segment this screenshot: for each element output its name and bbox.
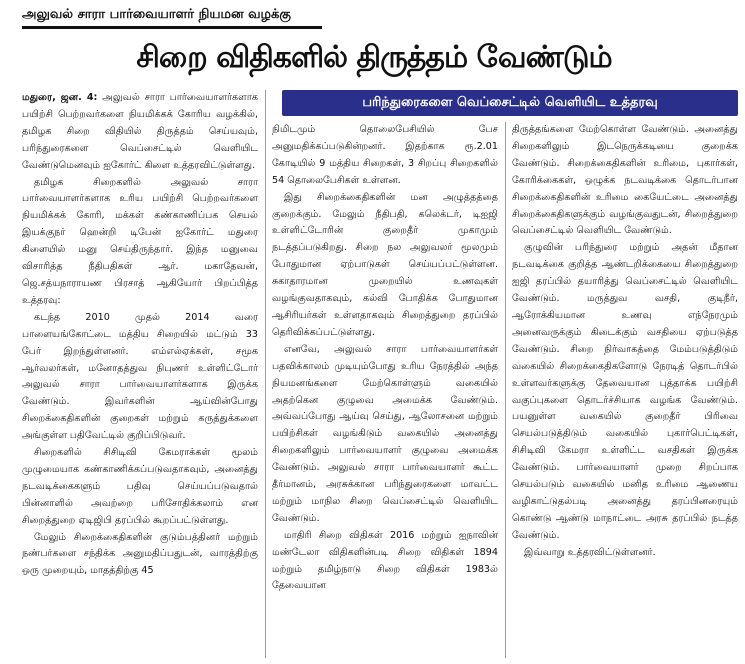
column-divider: [505, 122, 506, 658]
paragraph: திருத்தங்களை மேற்கொள்ள வேண்டும். அனைத்து சிறைகளிலும் இடநெருக்கடியை குறைக்க வேண்டும். சிறைக்கைதிகளின் உரிமை, புகார்கள், கோரிக்கைகள், ஒழுக்க நடவடிக்கை தொடர்பான சிறைக்கைதிகளின் உரிமை கையேட்டை அனைத்து சிறைக்கைதிகளுக்கும் வழங்குவதுடன், சிறைத்துறை வெப்சைட்டில் வெளியிட வேண்டும்.: [512, 124, 738, 237]
paragraph: இவ்வாறு உத்தரவிட்டுள்ளனர்.: [524, 546, 656, 558]
article-column-2: [272, 122, 498, 658]
paragraph: இது சிறைக்கைதிகளின் மன அழுத்தத்தை குறைக்கும். மேலும் நீதிபதி, கலெக்டர், டிஐஜி உள்ளிட்டோரின் குறைதீர் முகாமும் நடத்தப்படுகிறது. சிறை நல அலுவலர் மூலமும் போதுமான ஏற்பாடுகள் செய்யப்பட்டுள்ளன. சுகாதாரமான முறையில் உணவுகள் வழங்குவதாகவும், கல்வி போதிக்க போதுமான ஆசிரியர்கள் உள்ளதாகவும் சிறைத்துறை தரப்பில் தெரிவிக்கப்பட்டுள்ளது.: [272, 191, 498, 338]
article-column-1: [22, 90, 258, 658]
paragraph: எனவே, அலுவல் சாரா பார்வையாளர்கள் பதவிக்காலம் முடியும்போது உரிய நேரத்தில் அந்த நியமனங்களை மேற்கொள்ளும் வகையில் அதற்கென குழுவை அமைக்க வேண்டும். அவ்வப்போது ஆய்வு செய்து, ஆலோசனை மற்றும் பயிற்சிகள் வழங்கிடும் வகையில் அனைத்து சிறைகளிலும் பார்வையாளர் குழுவை அமைக்க வேண்டும். அலுவல் சாரா பார்வையாளர் கூட்ட தீர்மானம், அரசுக்கான பரிந்துரைகளை மாவட்ட மற்றும் மாநில சிறை வெப்சைட்டில் வெளியிட வேண்டும்.: [272, 343, 498, 524]
paragraph: மேலும் சிறைக்கைதிகளின் குடும்பத்தினர் மற்றும் நண்பர்களை சந்திக்க அனுமதிப்பதுடன், வாரத்திற்கு ஒரு முறையும், மாதத்திற்கு 45: [22, 531, 258, 577]
paragraph: சிறைகளில் சிசிடிவி கேமராக்கள் மூலம் முழுமையாக கண்காணிக்கப்படுவதாகவும், அனைத்து நடவடிக்கைகளும் பதிவு செய்யப்படுவதால் பின்னாளில் அவற்றை பரிசோதிக்கலாம் என சிறைத்துறை ஏடிஜிபி தரப்பில் கூறப்பட்டுள்ளது.: [22, 447, 258, 526]
paragraph: மாதிரி சிறை விதிகள் 2016 மற்றும் ஐநாவின் மண்டேலா விதிகளின்படி சிறை விதிகள் 1894 மற்றும் தமிழ்நாடு சிறை விதிகள் 1983ல் தேவையான: [272, 529, 498, 592]
dateline: மதுரை, ஜன. 4:: [22, 92, 98, 103]
article-headline: சிறை விதிகளில் திருத்தம் வேண்டும்: [136, 40, 612, 75]
paragraph-text: அலுவல் சாரா பார்வையாளர்களாக பயிற்சி பெற்றவர்களை நியமிக்கக் கோரிய வழக்கில், தமிழக சிறை விதியில் திருத்தம் செய்யவும், பரிந்துரைகளை வெப்சைட்டில் வெளியிட வேண்டுமெனவும் ஐகோர்ட் கிளை உத்தரவிட்டுள்ளது.: [22, 92, 258, 171]
paragraph: குழுவின் பரிந்துரை மற்றும் அதன் மீதான நடவடிக்கை குறித்த ஆண்டறிக்கையை சிறைத்துறை ஐஜி தரப்பில் தயாரித்து வெப்சைட்டில் வெளியிட வேண்டும். மருத்துவ வசதி, குடிநீர், ஆரோக்கியமான உணவு எந்நேரமும் அனைவருக்கும் கிடைக்கும் வசதியை ஏற்படுத்த வேண்டும். சிறை நிர்வாகத்தை மேம்படுத்திடும் வகையில் சிறைக்கைதிகளோடு நேரடித் தொடர்பில் உள்ளவர்களுக்கு தேவையான புத்தாக்க பயிற்சி வகுப்புகளை தொடர்ச்சியாக வழங்க வேண்டும். பயனுள்ள வகையில் குறைதீர் பிரிவை செயல்படுத்திடும் வகையில் புகார்பெட்டிகள், சிசிடிவி கேமரா உள்ளிட்ட வசதிகள் இருக்க வேண்டும். பார்வையாளர் முறை சிறப்பாக செயல்படும் வகையில் மனித உரிமை ஆணைய வழிகாட்டுதல்படி அனைத்து தரப்பினரையும் கொண்டு ஆண்டு மாநாட்டை அரசு தரப்பில் நடத்த வேண்டும்.: [512, 242, 738, 541]
article-subhead: பரிந்துரைகளை வெப்சைட்டில் வெளியிட உத்தரவு: [282, 90, 738, 116]
paragraph: நிமிடமும் தொலைபேசியில் பேச அனுமதிக்கப்படுகின்றனர். இதற்காக ரூ.2.01 கோடியில் 9 மத்திய சிறைகள், 3 சிறப்பு சிறைகளில் 54 தொலைபேசிகள் உள்ளன.: [272, 124, 498, 186]
column-divider: [265, 90, 266, 658]
paragraph: தமிழக சிறைகளில் அலுவல் சாரா பார்வையாளர்களாக உரிய பயிற்சி பெற்றவர்களை நியமிக்கக் கோரி, மக்கள் கண்காணிப்பக செயல் இயக்குநர் ஹென்றி டிபேன் ஐகோர்ட் மதுரை கிளையில் மனு செய்திருந்தார். இந்த மனுவை விசாரித்த நீதிபதிகள் ஆர். மகாதேவன், ஜெ.சத்யநாராயண பிரசாத் ஆகியோர் பிறப்பித்த உத்தரவு:: [22, 176, 258, 306]
paragraph: கடந்த 2010 முதல் 2014 வரை பாளையங்கோட்டை மத்திய சிறையில் மட்டும் 33 பேர் இறந்துள்ளனர். எம்எல்ஏக்கள், சமூக ஆர்வலர்கள், மனோதத்துவ நிபுணர் உள்ளிட்டோர் அலுவல் சாரா பார்வையாளர்களாக இருக்க வேண்டும். இவர்களின் ஆய்வின்போது சிறைக்கைதிகளின் குறைகள் மற்றும் கருத்துக்களை அங்குள்ள பதிவேட்டில் குறிப்பிடுவர்.: [22, 311, 258, 442]
paragraph: [22, 90, 258, 175]
article-column-3: [512, 122, 738, 658]
article-kicker: அலுவல் சாரா பார்வையாளர் நியமன வழக்கு: [22, 4, 322, 29]
